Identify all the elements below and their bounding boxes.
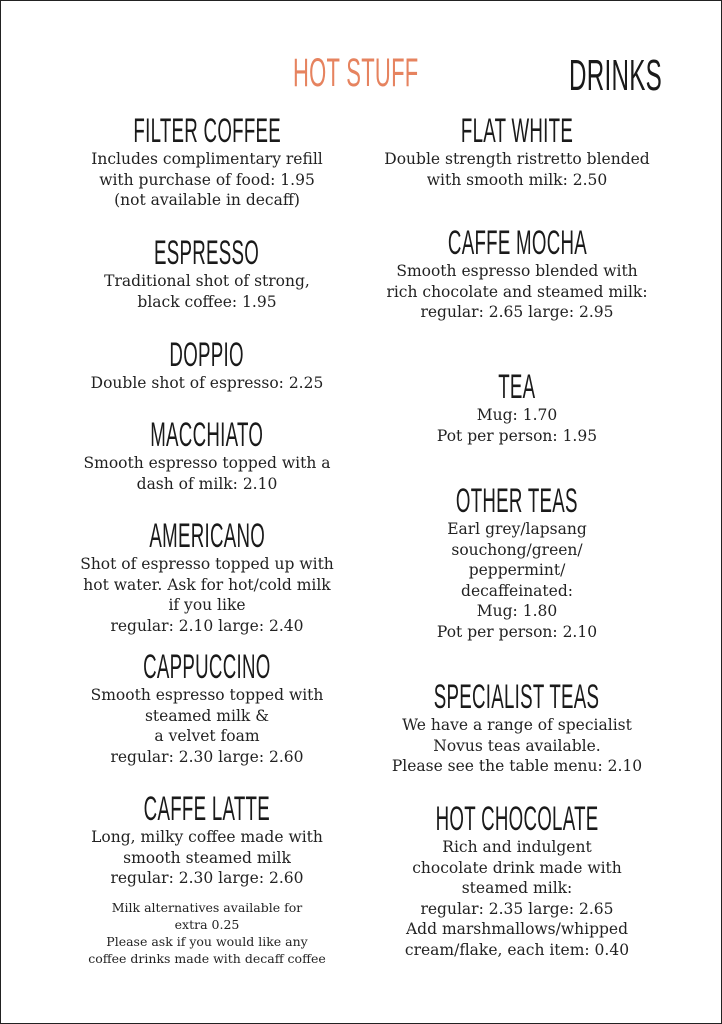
menu-item-filter-coffee (57, 111, 357, 211)
item-description (57, 554, 357, 636)
description-line: peppermint/ (468, 561, 566, 579)
item-title: CAFFE LATTE (143, 790, 271, 828)
milk-alternatives-note (57, 899, 357, 967)
item-title: OTHER TEAS (456, 482, 578, 520)
description-line: Add marshmallows/whipped (405, 920, 629, 938)
description-line: steamed milk & (144, 706, 270, 725)
item-title: CAFFE MOCHA (447, 224, 587, 262)
description-line: Pot per person: 2.10 (436, 622, 598, 641)
menu-item-macchiato (57, 415, 357, 494)
item-description (57, 149, 357, 211)
hot-stuff-heading: HOT STUFF (293, 51, 419, 95)
description-line: Includes complimentary refill (91, 150, 323, 168)
menu-item-specialist-teas (367, 677, 667, 777)
menu-item-hot-chocolate (367, 799, 667, 960)
description-line: chocolate drink made with (412, 858, 622, 877)
description-line: Mug: 1.70 (476, 406, 558, 424)
note-line: Please ask if you would like any (106, 934, 308, 949)
menu-item-doppio (57, 335, 357, 394)
drinks-heading: DRINKS (569, 51, 663, 100)
menu-item-other-teas (367, 481, 667, 642)
item-description (57, 827, 357, 889)
item-description (57, 271, 357, 312)
description-line: with smooth milk: 2.50 (426, 170, 608, 189)
description-line: Smooth espresso blended with (396, 262, 638, 280)
item-title: CAPPUCCINO (143, 648, 271, 686)
description-line: steamed milk: (461, 879, 573, 897)
description-line: Long, milky coffee made with (91, 828, 323, 846)
item-title: SPECIALIST TEAS (434, 678, 600, 716)
description-line: Shot of espresso topped up with (80, 555, 334, 573)
description-line: We have a range of specialist (402, 716, 632, 734)
description-line: dash of milk: 2.10 (136, 474, 278, 493)
menu-item-tea (367, 367, 667, 446)
description-line: Novus teas available. (433, 736, 601, 755)
item-title: HOT CHOCOLATE (435, 800, 599, 838)
item-description (367, 149, 667, 190)
note-line: coffee drinks made with decaff coffee (88, 951, 326, 966)
description-line: with purchase of food: 1.95 (99, 170, 315, 189)
description-line: souchong/green/ (451, 540, 583, 559)
description-line: Rich and indulgent (442, 838, 592, 856)
item-description (57, 685, 357, 767)
description-line: regular: 2.30 large: 2.60 (110, 747, 304, 766)
item-title: DOPPIO (169, 336, 245, 374)
item-description (367, 261, 667, 323)
item-title: MACCHIATO (150, 416, 264, 454)
item-title: ESPRESSO (154, 234, 260, 272)
menu-item-caffe-mocha (367, 223, 667, 323)
description-line: cream/flake, each item: 0.40 (404, 940, 630, 959)
description-line: Please see the table menu: 2.10 (391, 757, 643, 775)
description-line: smooth steamed milk (123, 848, 291, 867)
description-line: regular: 2.35 large: 2.65 (420, 899, 614, 918)
description-line: regular: 2.10 large: 2.40 (110, 616, 304, 635)
description-line: Earl grey/lapsang (447, 520, 587, 538)
item-description (367, 519, 667, 642)
item-description (57, 373, 357, 394)
menu-item-americano (57, 516, 357, 636)
menu-item-cappuccino (57, 647, 357, 767)
description-line: Double strength ristretto blended (384, 150, 650, 168)
item-description (367, 837, 667, 960)
menu-item-caffe-latte (57, 789, 357, 889)
item-description (367, 715, 667, 777)
description-line: Smooth espresso topped with (90, 686, 324, 704)
description-line: Double shot of espresso: 2.25 (90, 374, 324, 392)
description-line: Pot per person: 1.95 (436, 426, 598, 445)
description-line: regular: 2.65 large: 2.95 (420, 303, 614, 321)
item-title: AMERICANO (149, 517, 265, 555)
item-title: FLAT WHITE (460, 112, 574, 150)
description-line: hot water. Ask for hot/cold milk (83, 575, 331, 594)
description-line: regular: 2.30 large: 2.60 (110, 869, 304, 887)
menu-item-espresso (57, 233, 357, 312)
description-line: rich chocolate and steamed milk: (386, 282, 648, 301)
description-line: Smooth espresso topped with a (83, 454, 331, 472)
item-title: FILTER COFFEE (133, 112, 281, 150)
description-line: Traditional shot of strong, (104, 272, 310, 290)
description-line: Mug: 1.80 (476, 602, 558, 620)
description-line: if you like (168, 596, 246, 614)
menu-item-flat-white (367, 111, 667, 190)
note-line: extra 0.25 (174, 917, 240, 932)
item-description (57, 453, 357, 494)
description-line: a velvet foam (154, 727, 260, 745)
description-line: (not available in decaff) (114, 191, 300, 209)
description-line: black coffee: 1.95 (137, 292, 277, 311)
item-description (367, 405, 667, 446)
item-title: TEA (498, 368, 536, 406)
description-line: decaffeinated: (461, 581, 573, 600)
note-line: Milk alternatives available for (111, 900, 303, 915)
